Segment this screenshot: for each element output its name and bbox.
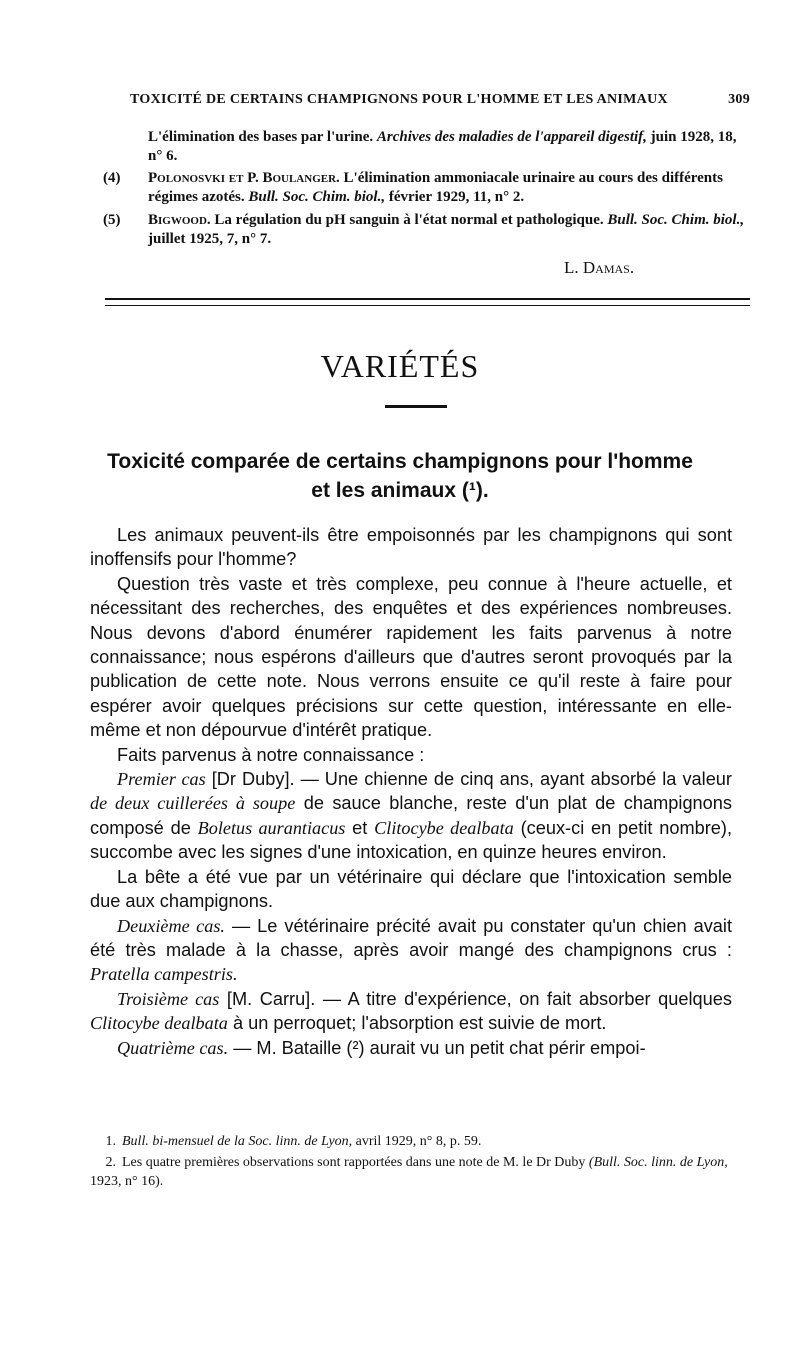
case-1: Premier cas [Dr Duby]. — Une chienne de cinq ans, ayant absorbé la valeur de deux cuillerées à soupe de sauce blanche, reste d'un plat de champignons composé de Boletus aurantiacus et Clitocybe dealbata (ceux-ci en petit nombre), succombe avec les signes d'une intoxication, en quinze heures environ. <box>90 769 732 863</box>
article-title: Toxicité comparée de certains champignons pour l'homme et les animaux (¹). <box>107 450 693 502</box>
reference-5-number: (5) <box>103 212 121 228</box>
paragraph: La bête a été vue par un vétérinaire qui déclare que l'intoxication semble due aux champignons. <box>90 866 732 912</box>
running-title: TOXICITÉ DE CERTAINS CHAMPIGNONS POUR L'HOMME ET LES ANIMAUX <box>130 92 668 107</box>
footnote-2: 2. Les quatre premières observations sont rapportées dans une note de M. le Dr Duby (Bull. Soc. linn. de Lyon, 1923, n° 16). <box>90 1155 728 1189</box>
case-3: Troisième cas [M. Carru]. — A titre d'expérience, on fait absorber quelques Clitocybe dealbata à un perroquet; l'absorption est suivie de mort. <box>90 988 732 1034</box>
paragraph: Faits parvenus à notre connaissance : <box>117 744 425 765</box>
section-divider-bottom <box>105 305 750 306</box>
reference-4: Polonosvki et P. Boulanger. L'élimination ammoniacale urinaire au cours des différents régimes azotés. Bull. Soc. Chim. biol., février 1929, 11, n° 2. <box>148 170 723 205</box>
title-underline <box>385 405 447 408</box>
reference-5: Bigwood. La régulation du pH sanguin à l'état normal et pathologique. Bull. Soc. Chim. biol., juillet 1925, 7, n° 7. <box>148 212 745 247</box>
footnote-1: 1. Bull. bi-mensuel de la Soc. linn. de Lyon, avril 1929, n° 8, p. 59. <box>105 1134 482 1149</box>
article-body <box>90 523 732 1060</box>
case-4: Quatrième cas. — M. Bataille (²) aurait vu un petit chat périr empoi- <box>117 1037 646 1058</box>
section-divider-top <box>105 298 750 300</box>
case-2: Deuxième cas. — Le vétérinaire précité avait pu constater qu'un chien avait été très malade à la chasse, après avoir mangé des champignons crus : Pratella campestris. <box>90 915 732 985</box>
paragraph: Les animaux peuvent-ils être empoisonnés par les champignons qui sont inoffensifs pour l'homme? <box>90 525 732 570</box>
footnotes <box>90 1132 740 1191</box>
paragraph: Question très vaste et très complexe, peu connue à l'heure actuelle, et nécessitant des recherches, des enquêtes et des expériences nombreuses. Nous devons d'abord énumérer rapidement les faits parvenus à notre connaissance; nous espérons d'ailleurs que d'autres seront provoqués par la publication de cette note. Nous verrons ensuite ce qu'il reste à faire pour espérer avoir quelques précisions sur cette question, intéressante en elle-même et non dépourvue d'intérêt pratique. <box>90 573 732 741</box>
reference-4-number: (4) <box>103 170 121 186</box>
page-number: 309 <box>728 92 750 107</box>
reference-continuation: L'élimination des bases par l'urine. Archives des maladies de l'appareil digestif, juin 1928, 18, n° 6. <box>148 129 737 164</box>
running-head <box>130 92 750 108</box>
author-signature: L. Damas. <box>564 258 635 277</box>
section-title: VARIÉTÉS <box>320 348 480 384</box>
